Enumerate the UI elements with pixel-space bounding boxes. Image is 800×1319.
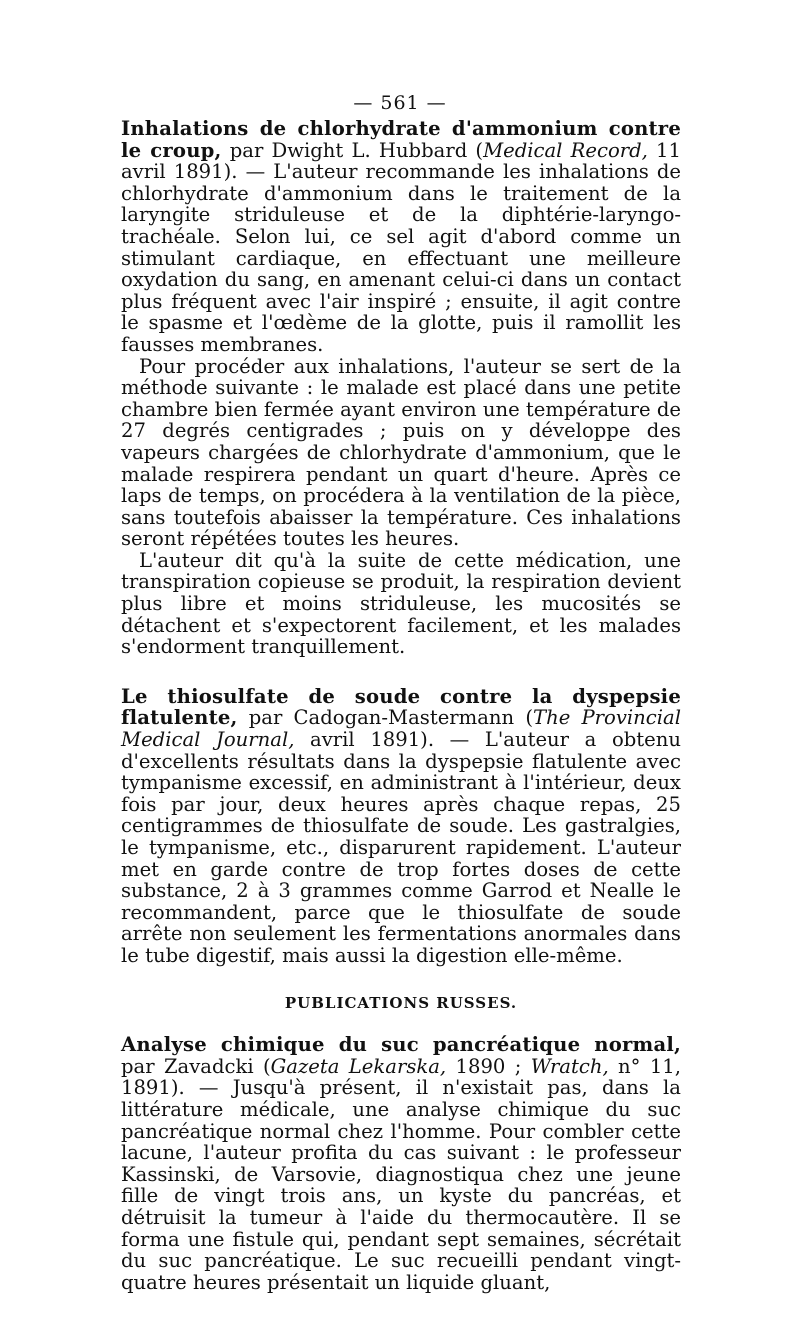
byline-text: 1890 ; bbox=[446, 1054, 531, 1078]
paragraph: L'auteur dit qu'à la suite de cette médication, une transpiration copieuse se produit, la respiration devient plus libre et moins striduleuse, les mucosités se détachent et s'expectorent facilement, et les malades s'endorment tranquillement. bbox=[121, 548, 681, 659]
article-heading: Analyse chimique du suc pancréatique normal, bbox=[121, 1033, 681, 1057]
body-text: avril 1891). — L'auteur a obtenu d'excellents résultats dans la dyspepsie flatulente avec tympanisme excessif, en administrant à l'intérieur, deux fois par jour, deux heures après chaque repas, 25 centigrammes de thiosulfate de soude. Les gastralgies, le tympanisme, etc., disparurent rapidement. L'auteur met en garde contre de trop fortes doses de cette substance, 2 à 3 grammes comme Garrod et Nealle le recommandent, parce que le thiosulfate de soude arrête non seulement les fermentations anormales dans le tube digestif, mais aussi la digestion elle-même. bbox=[121, 728, 681, 967]
source-title: The Provincial Medical Journal, bbox=[121, 706, 681, 752]
byline-text: par Cadogan-Mastermann ( bbox=[237, 706, 534, 730]
article-lead-paragraph bbox=[121, 686, 681, 967]
byline-text: par Dwight L. Hubbard ( bbox=[221, 138, 484, 162]
article-lead-paragraph bbox=[121, 118, 681, 356]
source-title: Gazeta Lekarska, bbox=[270, 1054, 447, 1078]
article-heading: Inhalations de chlorhydrate d'ammonium contre le croup, bbox=[121, 117, 681, 162]
article-ammonium-inhalations bbox=[121, 118, 681, 658]
byline-text: par Zavadcki ( bbox=[121, 1054, 271, 1078]
body-text: 11 avril 1891). — L'auteur recommande les inhalations de chlorhydrate d'ammonium dans le traitement de la laryngite striduleuse et de la diphtérie-laryngo-trachéale. Selon lui, ce sel agit d'abord comme un stimulant cardiaque, en effectuant une meilleure oxydation du sang, en amenant celui-ci dans un contact plus fréquent avec l'air inspiré ; ensuite, il agit contre le spasme et l'œdème de la glotte, puis il ramollit les fausses membranes. bbox=[121, 138, 681, 356]
text-column bbox=[121, 118, 681, 1319]
article-thiosulfate bbox=[121, 686, 681, 967]
body-text: n° 11, 1891). — Jusqu'à présent, il n'existait pas, dans la littérature médicale, une analyse chimique du suc pancréatique normal chez l'homme. Pour combler cette lacune, l'auteur profita du cas suivant : le professeur Kassinski, de Varsovie, diagnostiqua chez une jeune fille de vingt trois ans, un kyste du pancréas, et détruisit la tumeur à l'aide du thermocautère. Il se forma une fistule qui, pendant sept semaines, sécrétait du suc pancréatique. Le suc recueilli pendant vingt-quatre heures présentait un liquide gluant, bbox=[121, 1054, 681, 1294]
page-number: — 561 — bbox=[353, 92, 447, 114]
section-heading: PUBLICATIONS RUSSES. bbox=[284, 993, 518, 1012]
article-lead-paragraph bbox=[121, 1034, 681, 1293]
article-heading: Le thiosulfate de soude contre la dyspepsie flatulente, bbox=[121, 684, 681, 730]
source-title: Medical Record, bbox=[483, 138, 648, 162]
article-pancreatic-juice bbox=[121, 1034, 681, 1293]
source-title: Wratch, bbox=[530, 1054, 609, 1078]
paragraph: Pour procéder aux inhalations, l'auteur se sert de la méthode suivante : le malade est placé dans une petite chambre bien fermée ayant environ une température de 27 degrés centigrades ; puis on y développe des vapeurs chargées de chlorhydrate d'ammonium, que le malade respirera pendant un quart d'heure. Après ce laps de temps, on procédera à la ventilation de la pièce, sans toutefois abaisser la température. Ces inhalations seront répétées toutes les heures. bbox=[121, 354, 681, 551]
